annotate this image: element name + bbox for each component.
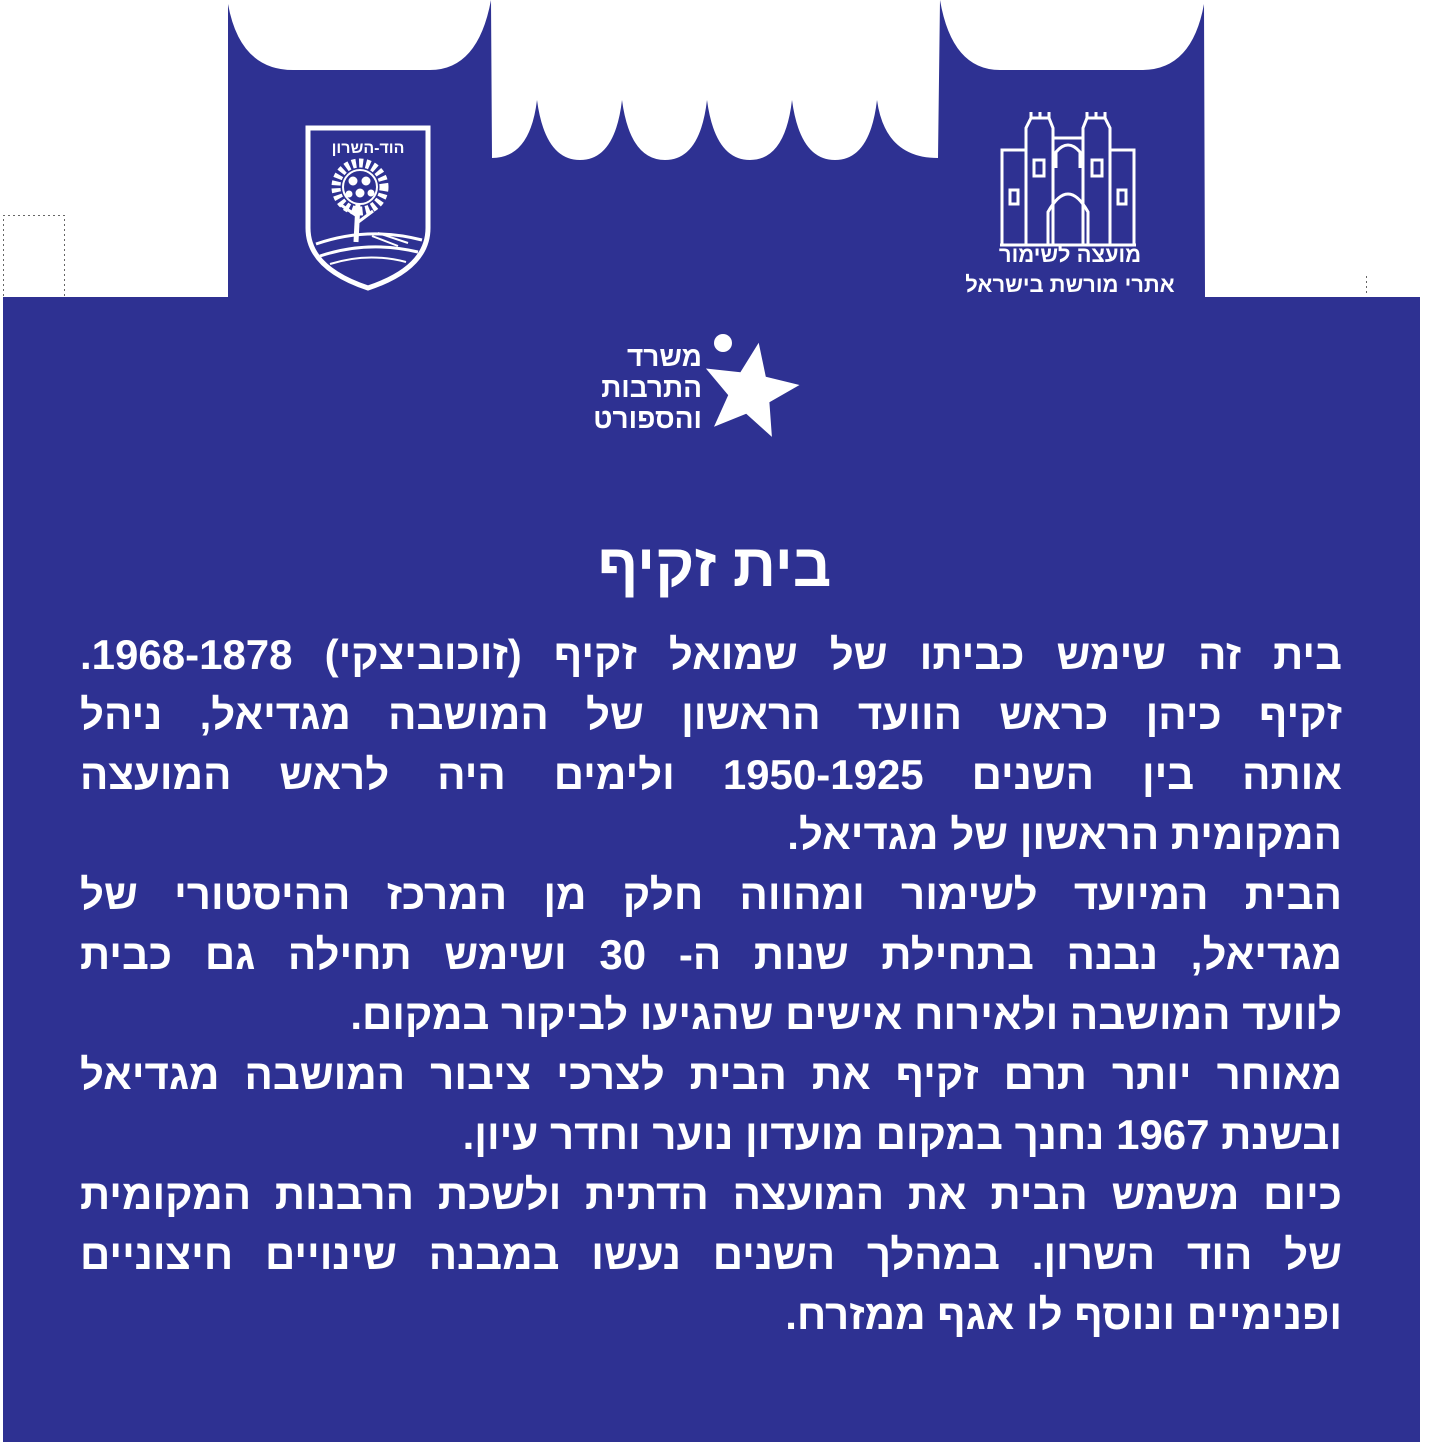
heritage-council-name-line2: אתרי מורשת בישראל xyxy=(965,272,1175,297)
text-line: ובשנת 1967 נחנך במקום מועדון נוער וחדר עיון. xyxy=(462,1111,1342,1158)
paragraph xyxy=(80,1045,1342,1165)
ministry-name-line3: והספורט xyxy=(593,403,702,434)
ministry-name xyxy=(540,341,702,434)
text-line: מאוחר יותר תרם זקיף את הבית לצרכי ציבור המושבה מגדיאל xyxy=(80,1051,1342,1098)
text-line: כיום משמש הבית את המועצה הדתית ולשכת הרבנות המקומית xyxy=(80,1171,1342,1218)
crop-mark-left xyxy=(4,216,65,297)
paragraph xyxy=(80,625,1342,865)
paragraph xyxy=(80,1165,1342,1345)
text-line: הבית המיועד לשימור ומהווה חלק מן המרכז ההיסטורי של xyxy=(80,871,1342,918)
text-line: המקומית הראשון של מגדיאל. xyxy=(787,811,1342,858)
sign-title: בית זקיף xyxy=(597,532,832,599)
text-line: ופנימיים ונוסף לו אגף ממזרח. xyxy=(785,1291,1342,1338)
text-line: בית זה שימש כביתו של שמואל זקיף (זוכוביצקי) 1968-1878. xyxy=(80,631,1342,678)
paragraph xyxy=(80,865,1342,1045)
text-line: מגדיאל, נבנה בתחילת שנות ה- 30 ושימש תחילה גם כבית xyxy=(80,931,1342,978)
heritage-council-name-line1: מועצה לשימור xyxy=(998,242,1142,267)
emblem-city-name: הוד-השרון xyxy=(331,140,405,157)
text-line: זקיף כיהן כראש הוועד הראשון של המושבה מגדיאל, ניהל xyxy=(80,691,1342,738)
text-line: אותה בין השנים 1950-1925 ולימים היה לראש המועצה xyxy=(80,751,1342,798)
text-line: לוועד המושבה ולאירוח אישים שהגיעו לביקור במקום. xyxy=(350,991,1342,1038)
emblem-gear-hub xyxy=(343,170,377,204)
ministry-name-line1: משרד xyxy=(626,341,702,372)
sign-body-text xyxy=(80,625,1342,1345)
text-line: של הוד השרון. במהלך השנים נעשו במבנה שינויים חיצוניים xyxy=(80,1231,1342,1278)
ministry-name-line2: התרבות xyxy=(601,372,702,403)
